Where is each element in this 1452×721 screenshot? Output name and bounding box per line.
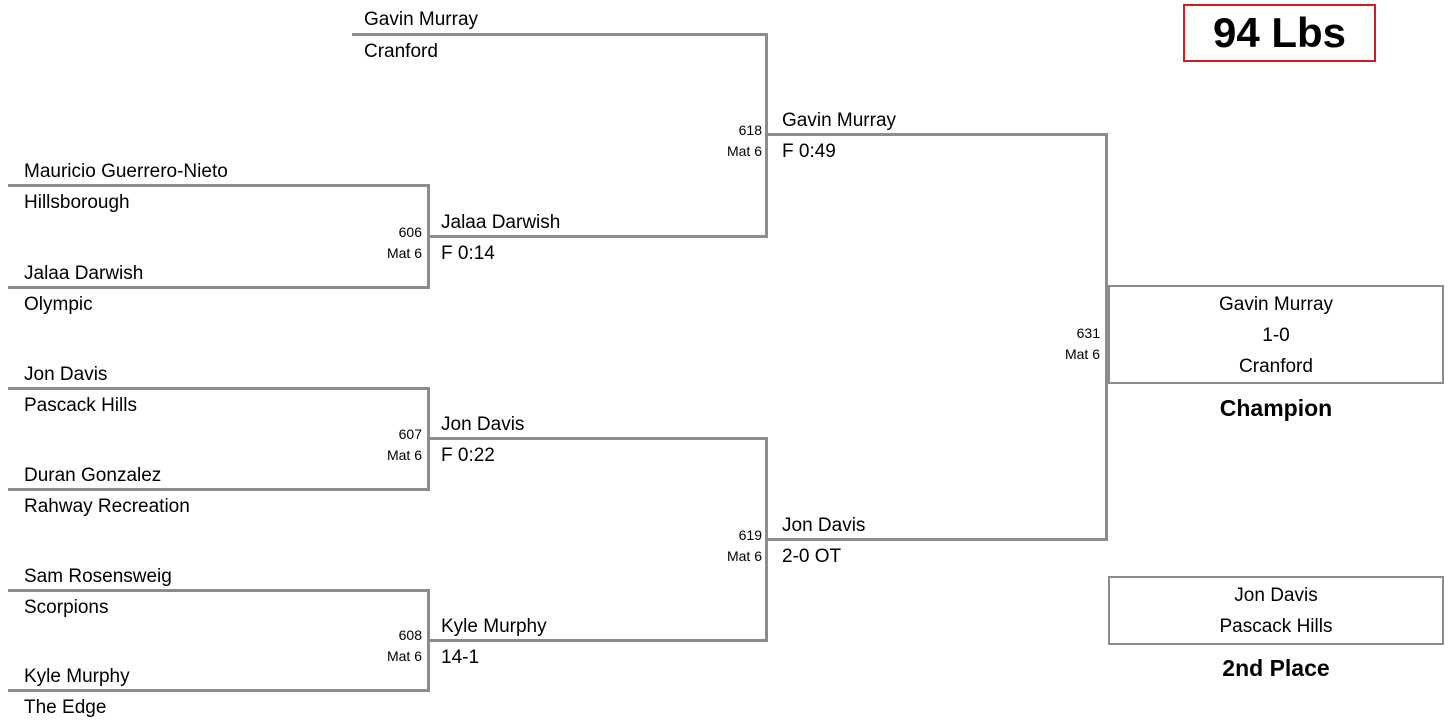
champion-name: Gavin Murray (1218, 294, 1334, 315)
bout-618-result: F 0:49 (782, 141, 836, 162)
bout-607-top-team: Pascack Hills (24, 395, 137, 416)
bout-619-result: 2-0 OT (782, 546, 842, 567)
bout-618-mat: Mat 6 (726, 143, 762, 159)
bout-606-bottom-line (8, 286, 430, 289)
bout-606-top-line (8, 184, 430, 187)
champion-box (1108, 285, 1444, 384)
champion-label: Champion (1219, 395, 1333, 421)
bout-608-mat: Mat 6 (386, 648, 422, 664)
bout-608-winner-line (427, 639, 768, 642)
bout-607-bottom-team: Rahway Recreation (24, 496, 190, 517)
bout-607-top-name: Jon Davis (24, 364, 108, 385)
bout-608-result: 14-1 (441, 647, 480, 668)
bout-607-bottom-line (8, 488, 430, 491)
second-place-name: Jon Davis (1234, 585, 1318, 606)
bye-wrestler-name: Gavin Murray (364, 9, 479, 30)
bout-607-winner: Jon Davis (441, 414, 525, 435)
second-place-box (1108, 576, 1444, 645)
bout-606-top-team: Hillsborough (24, 192, 130, 213)
bout-606-winner: Jalaa Darwish (441, 212, 561, 233)
bout-606-number: 606 (398, 224, 422, 240)
champion-team: Cranford (1239, 356, 1313, 377)
bye-line (352, 33, 768, 36)
bout-631-number: 631 (1076, 325, 1100, 341)
bout-607-result: F 0:22 (441, 445, 495, 466)
second-place-team: Pascack Hills (1219, 616, 1333, 637)
bout-606-mat: Mat 6 (386, 245, 422, 261)
bout-607-top-line (8, 387, 430, 390)
bout-608-number: 608 (398, 627, 422, 643)
bout-619-mat: Mat 6 (726, 548, 762, 564)
bout-608-bottom-name: Kyle Murphy (24, 666, 130, 687)
bout-606-result: F 0:14 (441, 243, 495, 264)
bye-wrestler-team: Cranford (364, 41, 438, 62)
bout-618-winner: Gavin Murray (782, 110, 897, 131)
bout-606-top-name: Mauricio Guerrero-Nieto (24, 161, 228, 182)
bout-607-bottom-name: Duran Gonzalez (24, 465, 162, 486)
bout-608-winner: Kyle Murphy (441, 616, 547, 637)
bout-618-winner-line (765, 133, 1108, 136)
bout-607-mat: Mat 6 (386, 447, 422, 463)
bout-619-winner-line (765, 538, 1108, 541)
bout-608-top-line (8, 589, 430, 592)
bout-606-winner-line (427, 235, 768, 238)
bout-631-mat: Mat 6 (1064, 346, 1100, 362)
bout-606-bottom-team: Olympic (24, 294, 93, 315)
bout-608-top-name: Sam Rosensweig (24, 566, 172, 587)
bout-619-number: 619 (738, 527, 762, 543)
second-place-label: 2nd Place (1222, 655, 1330, 681)
bout-608-bottom-line (8, 689, 430, 692)
bout-608-bottom-team: The Edge (24, 697, 107, 718)
champion-result: 1-0 (1262, 325, 1290, 346)
bout-619-winner: Jon Davis (782, 515, 866, 536)
bout-607-winner-line (427, 437, 768, 440)
bout-608-top-team: Scorpions (24, 597, 109, 618)
bout-606-bottom-name: Jalaa Darwish (24, 263, 144, 284)
bout-607-number: 607 (398, 426, 422, 442)
weight-class-title: 94 Lbs (1183, 4, 1376, 62)
bout-618-number: 618 (738, 122, 762, 138)
